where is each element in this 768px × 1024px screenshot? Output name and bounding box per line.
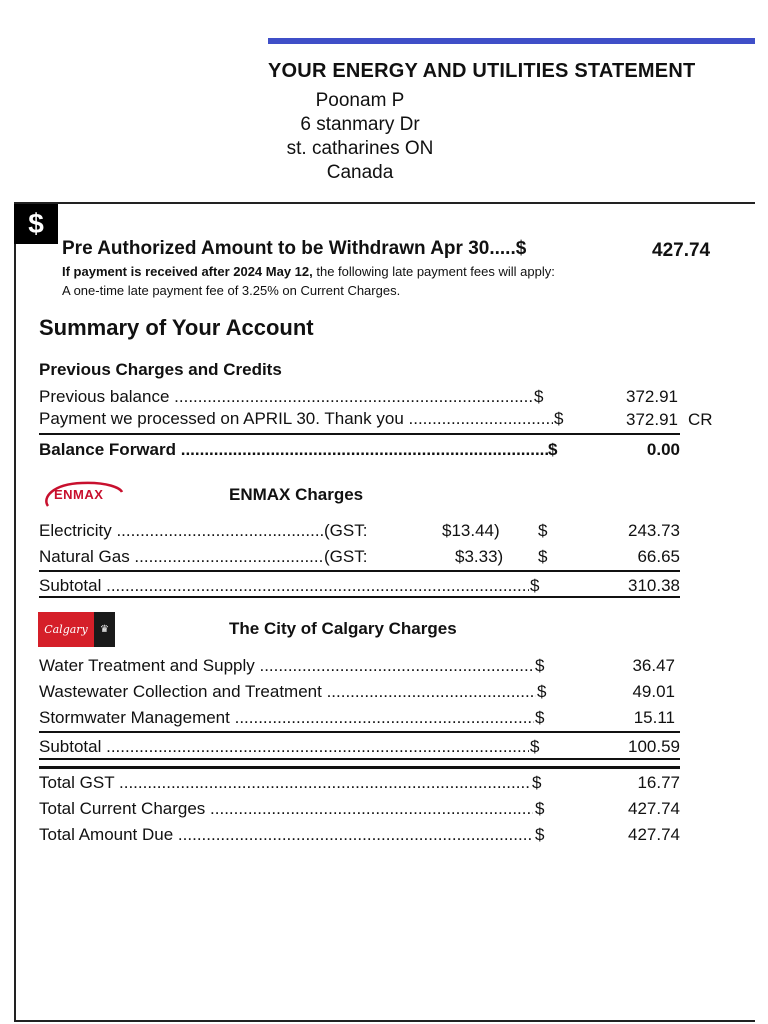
balance-forward-label: Balance Forward ..... — [39, 440, 548, 460]
credit-marker: CR — [688, 410, 713, 429]
payment-processed-amount: 372.91 — [626, 410, 678, 429]
stormwater-amount: 15.11 — [633, 708, 675, 727]
frame-left-border — [14, 202, 16, 1022]
total-current-charges-dollar: $ — [535, 799, 545, 818]
calgary-logo — [38, 612, 115, 647]
calgary-subtotal-dollar: $ — [530, 737, 540, 756]
total-current-charges-label: Total Current Charges ..... — [39, 799, 533, 819]
payment-processed-dollar: $ — [554, 409, 564, 428]
frame-bottom-border — [14, 1020, 755, 1022]
wastewater-amount: 49.01 — [632, 682, 675, 701]
enmax-logo — [38, 480, 128, 510]
address-country: Canada — [326, 162, 394, 183]
natural-gas-dollar: $ — [538, 547, 548, 566]
natural-gas-label: Natural Gas ..... — [39, 547, 323, 567]
natural-gas-gst-value: $3.33) — [455, 547, 504, 566]
frame-top-border — [14, 202, 755, 204]
header-accent-bar — [268, 38, 755, 44]
balance-forward-amount: 0.00 — [646, 440, 680, 459]
summary-title: Summary of Your Account — [39, 315, 314, 340]
electricity-gst-label: (GST: — [324, 521, 368, 540]
stormwater-dollar: $ — [535, 708, 545, 727]
electricity-amount: 243.73 — [628, 521, 680, 540]
total-gst-label: Total GST ..... — [39, 773, 531, 793]
enmax-rule-bottom — [39, 596, 680, 598]
calgary-rule-top — [39, 731, 680, 733]
natural-gas-amount: 66.65 — [637, 547, 680, 566]
previous-balance-amount: 372.91 — [626, 387, 678, 406]
water-treatment-dollar: $ — [535, 656, 545, 675]
late-fee-detail: A one-time late payment fee of 3.25% on Current Charges. — [62, 283, 401, 298]
enmax-heading: ENMAX Charges — [229, 485, 364, 504]
calgary-subtotal-label: Subtotal ..... — [39, 737, 529, 757]
stormwater-label: Stormwater Management ..... — [39, 708, 534, 728]
late-fee-notice — [62, 264, 555, 279]
electricity-gst-value: $13.44) — [442, 521, 500, 540]
preauth-amount: 427.74 — [652, 240, 711, 261]
enmax-subtotal-label: Subtotal ..... — [39, 576, 529, 596]
electricity-label: Electricity ..... — [39, 521, 323, 541]
calgary-logo-text: Calgary — [38, 612, 94, 647]
total-amount-due-dollar: $ — [535, 825, 545, 844]
late-fee-rest: the following late payment fees will apply: — [312, 264, 555, 279]
water-treatment-amount: 36.47 — [632, 656, 675, 675]
address-city: st. catharines ON — [286, 138, 434, 159]
statement-title: YOUR ENERGY AND UTILITIES STATEMENT — [268, 60, 696, 82]
enmax-subtotal-amount: 310.38 — [628, 576, 680, 595]
address-street: 6 stanmary Dr — [300, 114, 420, 135]
balance-forward-dollar: $ — [548, 440, 558, 459]
late-fee-date: If payment is received after 2024 May 12, — [62, 264, 313, 279]
total-amount-due-amount: 427.74 — [628, 825, 680, 844]
totals-rule — [39, 766, 680, 769]
balance-rule — [39, 433, 680, 435]
wastewater-label: Wastewater Collection and Treatment ..... — [39, 682, 536, 702]
enmax-rule-top — [39, 570, 680, 572]
enmax-subtotal-dollar: $ — [530, 576, 540, 595]
total-gst-amount: 16.77 — [637, 773, 680, 792]
water-treatment-label: Water Treatment and Supply ..... — [39, 656, 534, 676]
total-gst-dollar: $ — [532, 773, 542, 792]
electricity-dollar: $ — [538, 521, 548, 540]
previous-balance-dollar: $ — [534, 387, 544, 406]
calgary-heading: The City of Calgary Charges — [229, 619, 457, 638]
total-current-charges-amount: 427.74 — [628, 799, 680, 818]
payment-processed-label: Payment we processed on APRIL 30. Thank you ..... — [39, 409, 553, 429]
preauth-label: Pre Authorized Amount to be Withdrawn Apr 30.....$ — [62, 238, 527, 259]
address-name: Poonam P — [315, 90, 405, 111]
enmax-logo-text: ENMAX — [54, 487, 104, 502]
wastewater-dollar: $ — [537, 682, 547, 701]
calgary-crest-icon: ♛ — [94, 612, 115, 647]
calgary-rule-bottom — [39, 758, 680, 760]
total-amount-due-label: Total Amount Due ..... — [39, 825, 533, 845]
previous-charges-heading: Previous Charges and Credits — [39, 360, 282, 379]
calgary-subtotal-amount: 100.59 — [628, 737, 680, 756]
natural-gas-gst-label: (GST: — [324, 547, 368, 566]
dollar-icon: $ — [14, 204, 58, 244]
previous-balance-label: Previous balance ..... — [39, 387, 533, 407]
